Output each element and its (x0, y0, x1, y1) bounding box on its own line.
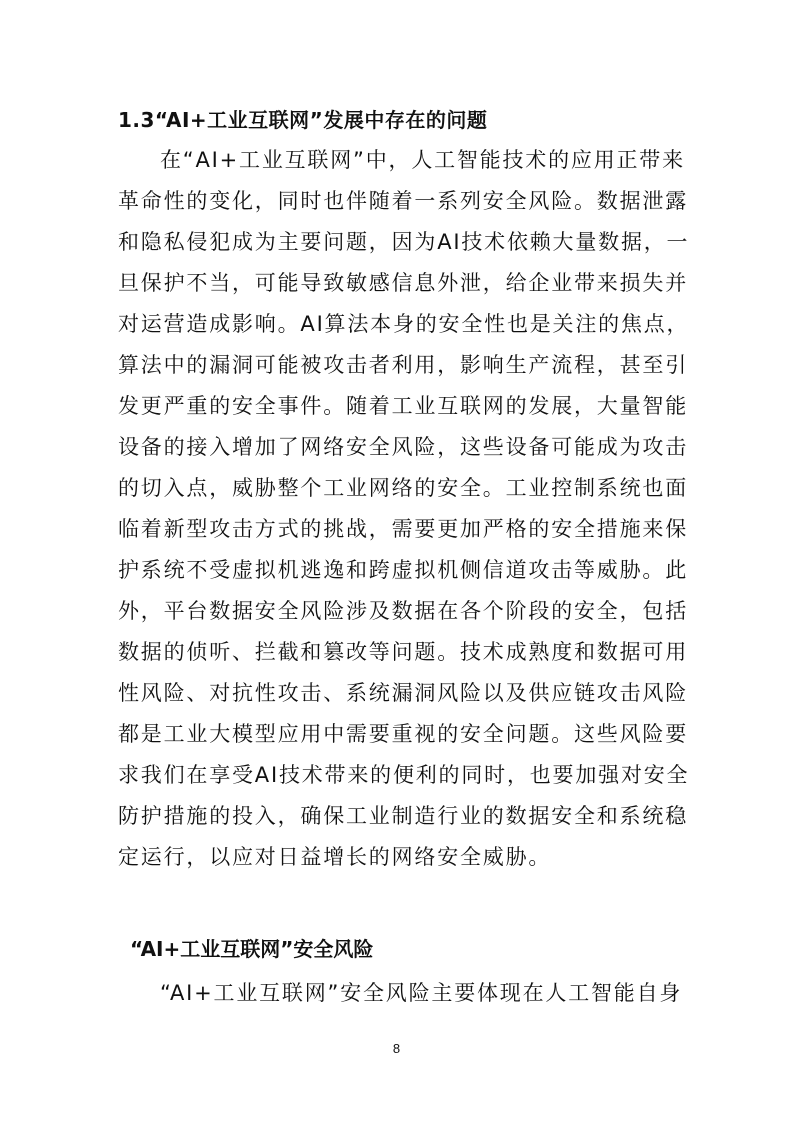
paragraph-line: 防护措施的投入，确保工业制造行业的数据安全和系统稳 (118, 804, 688, 828)
paragraph (118, 140, 690, 878)
paragraph-line: 在“AI+工业互联网”中，人工智能技术的应用正带来 (160, 148, 685, 172)
paragraph-line: 对运营造成影响。AI算法本身的安全性也是关注的焦点， (118, 312, 690, 336)
section-heading: 1.3“AI+工业互联网”发展中存在的问题 (118, 108, 488, 132)
subsection-heading: “AI+工业互联网”安全风险 (130, 937, 374, 961)
paragraph-line: 和隐私侵犯成为主要问题，因为AI技术依赖大量数据，一 (118, 230, 690, 254)
paragraph-line: 护系统不受虚拟机逃逸和跨虚拟机侧信道攻击等威胁。此 (118, 558, 688, 582)
paragraph-line: 设备的接入增加了网络安全风险，这些设备可能成为攻击 (118, 435, 688, 459)
paragraph-line: 的切入点，威胁整个工业网络的安全。工业控制系统也面 (118, 476, 688, 500)
paragraph-line: 外，平台数据安全风险涉及数据在各个阶段的安全，包括 (118, 599, 688, 623)
paragraph-line: 定运行，以应对日益增长的网络安全威胁。 (118, 845, 552, 869)
paragraph-line: 都是工业大模型应用中需要重视的安全问题。这些风险要 (118, 722, 688, 746)
paragraph-line: 革命性的变化，同时也伴随着一系列安全风险。数据泄露 (118, 189, 688, 213)
page-number: 8 (392, 1041, 401, 1056)
paragraph-line: 发更严重的安全事件。随着工业互联网的发展，大量智能 (118, 394, 688, 418)
paragraph-line: 旦保护不当，可能导致敏感信息外泄，给企业带来损失并 (118, 271, 688, 295)
paragraph-line: 求我们在享受AI技术带来的便利的同时，也要加强对安全 (118, 763, 690, 787)
paragraph-line: 性风险、对抗性攻击、系统漏洞风险以及供应链攻击风险 (118, 681, 688, 705)
paragraph-line: 临着新型攻击方式的挑战，需要更加严格的安全措施来保 (118, 517, 688, 541)
next-paragraph-line: “AI+工业互联网”安全风险主要体现在人工智能自身 (160, 981, 683, 1005)
paragraph-line: 算法中的漏洞可能被攻击者利用，影响生产流程，甚至引 (118, 353, 688, 377)
paragraph-line: 数据的侦听、拦截和篡改等问题。技术成熟度和数据可用 (118, 640, 688, 664)
